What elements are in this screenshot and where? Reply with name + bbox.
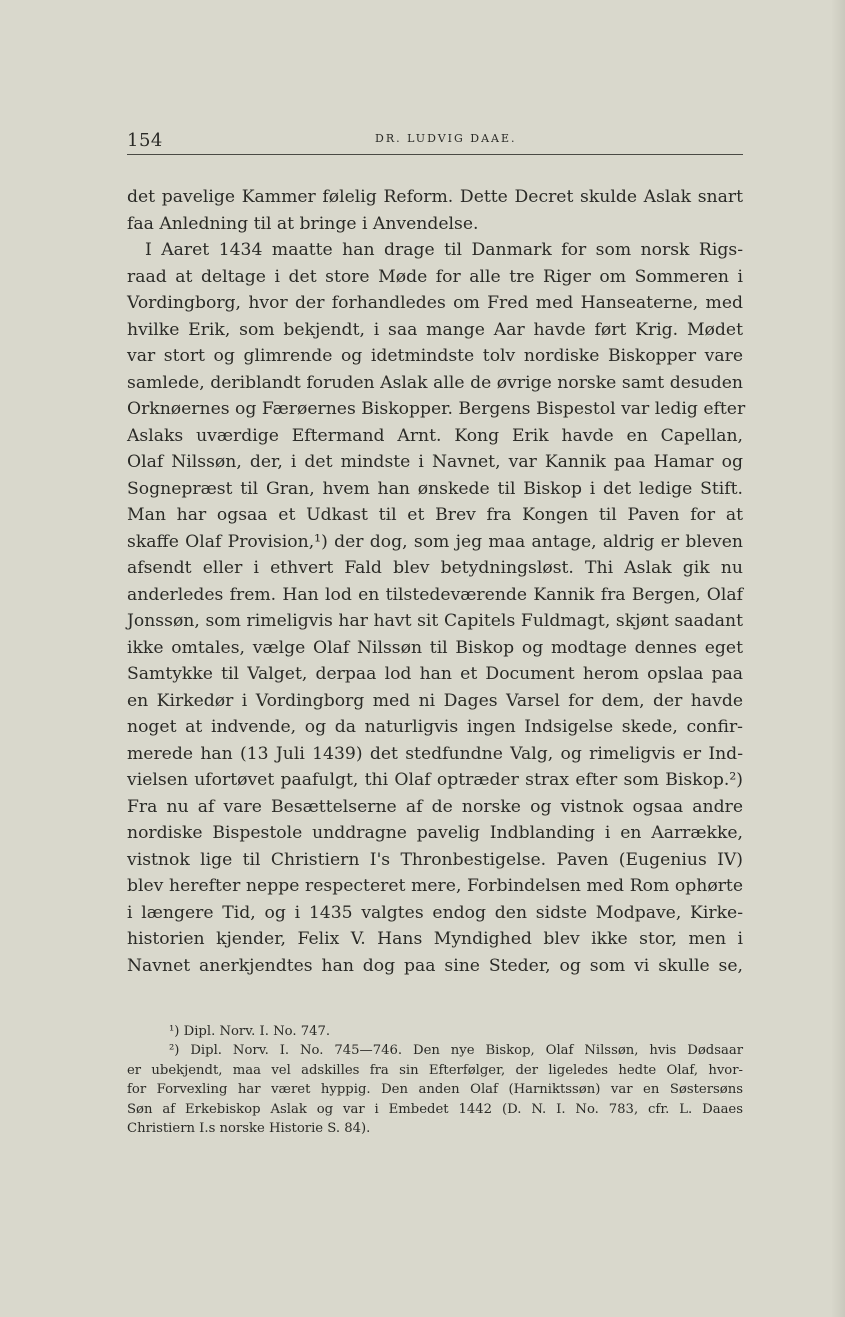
text-line: historien kjender, Felix V. Hans Myndighed blev ikke stor, men i: [127, 929, 743, 949]
text-line: Man har ogsaa et Udkast til et Brev fra Kongen til Paven for at: [127, 505, 743, 525]
text-line: det pavelige Kammer følelig Reform. Dette Decret skulde Aslak snart: [127, 187, 743, 207]
text-line: nordiske Bispestole unddragne pavelig Indblanding i en Aarrække,: [127, 823, 743, 843]
text-line: blev herefter neppe respecteret mere, Forbindelsen med Rom ophørte: [127, 876, 743, 896]
text-line: Aslaks uværdige Eftermand Arnt. Kong Erik havde en Capellan,: [127, 425, 743, 446]
text-line: Navnet anerkjendtes han dog paa sine Steder, og som vi skulle se,: [127, 955, 743, 976]
text-line: faa Anledning til at bringe i Anvendelse.: [127, 213, 479, 234]
text-line: anderledes frem. Han lod en tilstedeværende Kannik fra Bergen, Olaf: [127, 584, 743, 605]
text-line: I Aaret 1434 maatte han drage til Danmark for som norsk Rigs-: [145, 240, 743, 260]
body-text: [127, 184, 746, 979]
text-line: vistnok lige til Christiern I's Thronbestigelse. Paven (Eugenius IV): [127, 849, 743, 870]
running-head: DR. LUDVIG DAAE.: [375, 132, 517, 145]
header-rule: [127, 154, 743, 155]
text-line: samlede, deriblandt foruden Aslak alle de øvrige norske samt desuden: [127, 372, 743, 393]
footnote-line: er ubekjendt, maa vel adskilles fra sin Efterfølger, der ligeledes hedte Olaf, hvor-: [127, 1062, 743, 1078]
text-line: Samtykke til Valget, derpaa lod han et Document herom opslaa paa: [127, 664, 743, 684]
text-line: Fra nu af vare Besættelserne af de norske og vistnok ogsaa andre: [127, 796, 743, 817]
page-header: [127, 128, 743, 156]
text-line: skaffe Olaf Provision,¹) der dog, som jeg maa antage, aldrig er bleven: [127, 531, 743, 552]
text-line: i længere Tid, og i 1435 valgtes endog den sidste Modpave, Kirke-: [127, 902, 743, 923]
text-line: Jonssøn, som rimeligvis har havt sit Capitels Fuldmagt, skjønt saadant: [127, 611, 743, 631]
text-line: raad at deltage i det store Møde for alle tre Riger om Sommeren i: [127, 266, 743, 287]
text-line: vielsen ufortøvet paafulgt, thi Olaf optræder strax efter som Biskop.²): [127, 770, 743, 790]
footnote-line: Christiern I.s norske Historie S. 84).: [127, 1120, 371, 1136]
text-line: Sognepræst til Gran, hvem han ønskede til Biskop i det ledige Stift.: [127, 478, 743, 499]
text-line: en Kirkedør i Vordingborg med ni Dages Varsel for dem, der havde: [127, 690, 743, 711]
text-line: afsendt eller i ethvert Fald blev betydningsløst. Thi Aslak gik nu: [127, 558, 743, 578]
text-line: Olaf Nilssøn, der, i det mindste i Navnet, var Kannik paa Hamar og: [127, 452, 743, 472]
page-number: 154: [127, 130, 163, 151]
footnotes: [127, 1022, 743, 1138]
footnote-1: ¹) Dipl. Norv. I. No. 747.: [169, 1024, 331, 1039]
footnote-line: for Forvexling har været hyppig. Den anden Olaf (Harniktssøn) var en Søstersøns: [127, 1082, 743, 1098]
text-line: hvilke Erik, som bekjendt, i saa mange Aar havde ført Krig. Mødet: [127, 319, 743, 340]
text-line: merede han (13 Juli 1439) det stedfundne Valg, og rimeligvis er Ind-: [127, 743, 743, 764]
footnote-2: ²) Dipl. Norv. I. No. 745—746. Den nye Biskop, Olaf Nilssøn, hvis Dødsaar: [169, 1043, 743, 1059]
text-line: noget at indvende, og da naturligvis ingen Indsigelse skede, confir-: [127, 717, 743, 737]
text-line: var stort og glimrende og idetmindste tolv nordiske Biskopper vare: [127, 346, 743, 366]
page-edge-shadow: [831, 0, 845, 1317]
text-line: ikke omtales, vælge Olaf Nilssøn til Biskop og modtage dennes eget: [127, 637, 743, 658]
text-line: Orknøernes og Færøernes Biskopper. Bergens Bispestol var ledig efter: [127, 399, 746, 419]
footnote-line: Søn af Erkebiskop Aslak og var i Embedet 1442 (D. N. I. No. 783, cfr. L. Daaes: [127, 1101, 743, 1117]
text-line: Vordingborg, hvor der forhandledes om Fred med Hanseaterne, med: [127, 293, 743, 313]
